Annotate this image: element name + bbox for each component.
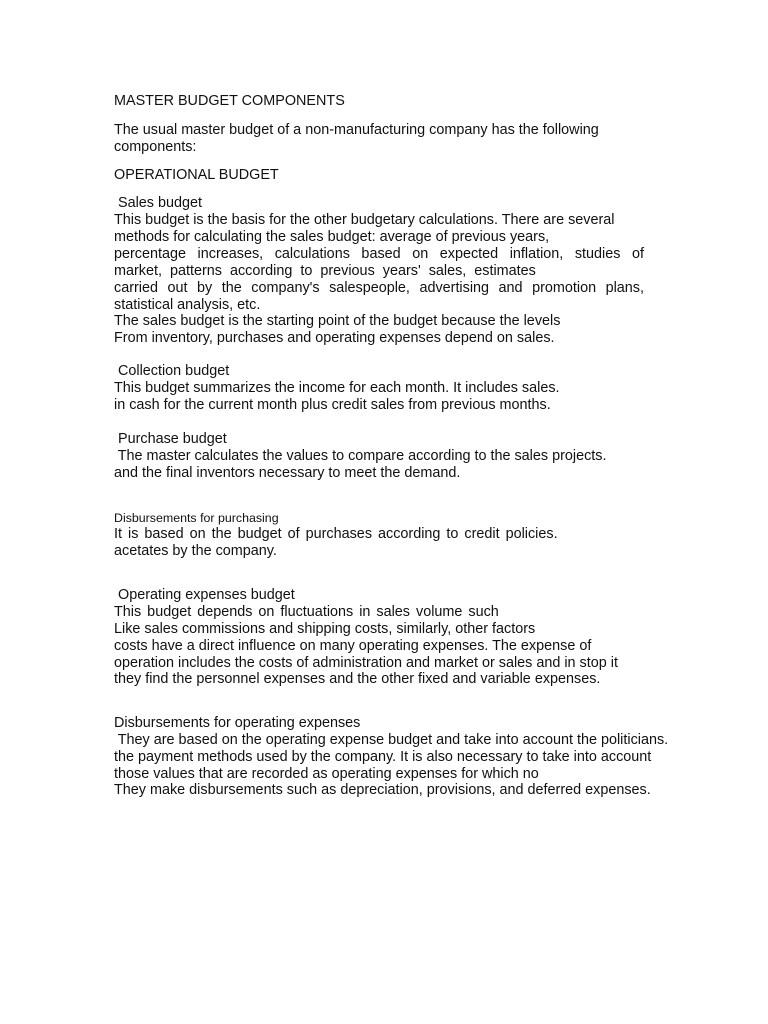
purchase-line-2: and the final inventors necessary to meet the demand. bbox=[114, 465, 461, 481]
operating-expenses-line-2: Like sales commissions and shipping costs, similarly, other factors bbox=[114, 621, 536, 637]
collection-line-2: in cash for the current month plus credit sales from previous months. bbox=[114, 397, 551, 413]
disbursements-operating-line-2: the payment methods used by the company. It is also necessary to take into account bbox=[114, 749, 652, 765]
document-title: MASTER BUDGET COMPONENTS bbox=[114, 93, 345, 109]
sales-line-4: market, patterns according to previous years' sales, estimates bbox=[114, 263, 536, 279]
collection-line-1: This budget summarizes the income for each month. It includes sales. bbox=[114, 380, 560, 396]
disbursements-operating-line-1: They are based on the operating expense budget and take into account the politicians. bbox=[114, 732, 669, 748]
sales-line-5: carried out by the company's salespeople, advertising and promotion plans, bbox=[114, 280, 644, 296]
purchase-budget-heading: Purchase budget bbox=[114, 431, 227, 447]
operating-expenses-heading: Operating expenses budget bbox=[114, 587, 295, 603]
operational-heading: OPERATIONAL BUDGET bbox=[114, 167, 279, 183]
collection-budget-heading: Collection budget bbox=[114, 363, 230, 379]
intro-line-2: components: bbox=[114, 139, 197, 155]
intro-line-1: The usual master budget of a non-manufacturing company has the following bbox=[114, 122, 599, 138]
sales-line-3: percentage increases, calculations based on expected inflation, studies of bbox=[114, 246, 644, 262]
disbursements-operating-line-4: They make disbursements such as depreciation, provisions, and deferred expenses. bbox=[114, 782, 651, 798]
disbursements-purchasing-heading: Disbursements for purchasing bbox=[114, 511, 279, 525]
purchase-line-1: The master calculates the values to compare according to the sales projects. bbox=[114, 448, 607, 464]
disbursements-purchasing-line-1: It is based on the budget of purchases according to credit policies. bbox=[114, 526, 558, 542]
disbursements-operating-line-3: those values that are recorded as operating expenses for which no bbox=[114, 766, 539, 782]
operating-expenses-line-1: This budget depends on fluctuations in sales volume such bbox=[114, 604, 499, 620]
sales-budget-heading: Sales budget bbox=[114, 195, 203, 211]
operating-expenses-line-5: they find the personnel expenses and the other fixed and variable expenses. bbox=[114, 671, 601, 687]
operating-expenses-line-4: operation includes the costs of administration and market or sales and in stop it bbox=[114, 655, 618, 671]
sales-line-7: The sales budget is the starting point of the budget because the levels bbox=[114, 313, 561, 329]
sales-line-8: From inventory, purchases and operating expenses depend on sales. bbox=[114, 330, 555, 346]
sales-line-1: This budget is the basis for the other budgetary calculations. There are several bbox=[114, 212, 615, 228]
sales-line-6: statistical analysis, etc. bbox=[114, 297, 261, 313]
operating-expenses-line-3: costs have a direct influence on many operating expenses. The expense of bbox=[114, 638, 592, 654]
disbursements-purchasing-line-2: acetates by the company. bbox=[114, 543, 277, 559]
sales-line-2: methods for calculating the sales budget: average of previous years, bbox=[114, 229, 550, 245]
disbursements-operating-heading: Disbursements for operating expenses bbox=[114, 715, 361, 731]
